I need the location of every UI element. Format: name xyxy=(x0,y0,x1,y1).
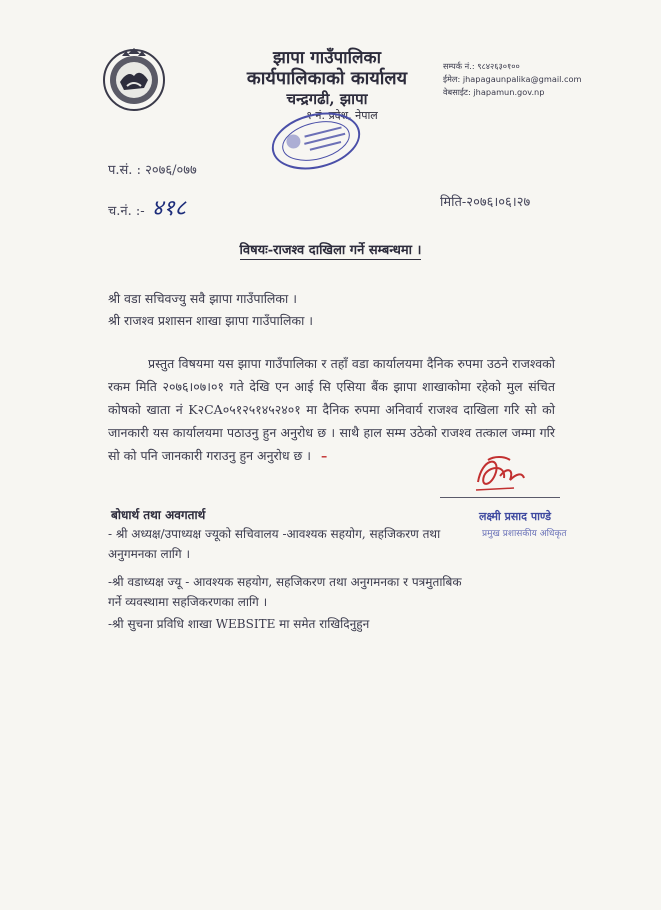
contact-block xyxy=(443,60,582,99)
red-pen-mark: – xyxy=(321,448,328,463)
dispatch-number-label: च.नं. :- xyxy=(108,204,145,219)
cc-item-1: - श्री अध्यक्ष/उपाध्यक्ष ज्यूको सचिवालय -आवश्यक सहयोग, सहजिकरण तथा xyxy=(108,527,441,541)
letter-subject: विषयः-राजश्व दाखिला गर्ने सम्बन्धमा । xyxy=(239,243,422,258)
signatory-title-stamp: प्रमुख प्रशासकीय अधिकृत xyxy=(482,529,567,539)
org-location: चन्द्रगढी, झापा xyxy=(286,90,368,108)
contact-website: वेबसाईट: jhapamun.gov.np xyxy=(443,87,545,97)
cc-heading: बोधार्थ तथा अवगतार्थ xyxy=(111,508,206,522)
fiscal-year-ref: प.सं. : २०७६/०७७ xyxy=(108,163,197,178)
signatory-name-stamp: लक्ष्मी प्रसाद पाण्डे xyxy=(479,510,552,523)
government-emblem-logo xyxy=(100,44,168,112)
org-office: कार्यपालिकाको कार्यालय xyxy=(246,68,408,89)
contact-phone: सम्पर्क नं.: ९८४२६३०१०० xyxy=(443,61,520,71)
dispatch-number xyxy=(108,192,186,222)
cc-item-2-cont: गर्ने व्यवस्थामा सहजिकरणका लागि । xyxy=(108,595,268,609)
contact-email: ईमेल: jhapagaunpalika@gmail.com xyxy=(443,74,582,84)
org-province: १ नं. प्रदेश, नेपाल xyxy=(306,109,378,122)
dispatch-number-value: ४१८ xyxy=(151,196,187,221)
office-seal-stamp xyxy=(264,106,368,176)
addressee-2: श्री राजश्व प्रशासन शाखा झापा गाउँपालिका । xyxy=(108,313,314,328)
letter-body xyxy=(108,352,555,467)
letter-date: मिति-२०७६।०६।२७ xyxy=(440,195,531,210)
cc-item-3: -श्री सुचना प्रविधि शाखा WEBSITE मा समेत राखिदिनुहुन xyxy=(108,617,370,631)
org-name: झापा गाउँपालिका xyxy=(273,48,381,68)
handwritten-signature xyxy=(470,452,530,496)
cc-item-1-cont: अनुगमनका लागि । xyxy=(108,547,191,561)
addressee-1: श्री वडा सचिवज्यु सवै झापा गाउँपालिका । xyxy=(108,291,297,306)
letter-body-text: प्रस्तुत विषयमा यस झापा गाउँपालिका र तहाँ वडा कार्यालयमा दैनिक रुपमा उठने राजश्वको रकम मिति २०७६।०७।०१ गते देखि एन आई सि एसिया बैंक झापा शाखाकोमा रहेको मुल संचित कोषको खाता नं K२CA०५१२५१४५२४०१ मा दैनिक रुपमा अनिवार्य राजश्व दाखिला गरि सो को जानकारी यस कार्यालयमा पठाउनु हुन अनुरोध छ । साथै हाल सम्म उठेको राजश्व तत्काल जम्मा गरि सो को पनि जानकारी गराउनु हुन अनुरोध छ । xyxy=(108,356,555,463)
cc-item-2: -श्री वडाध्यक्ष ज्यू - आवश्यक सहयोग, सहजिकरण तथा अनुगमनका र पत्रमुताबिक xyxy=(108,575,462,589)
signature-line xyxy=(440,497,560,498)
